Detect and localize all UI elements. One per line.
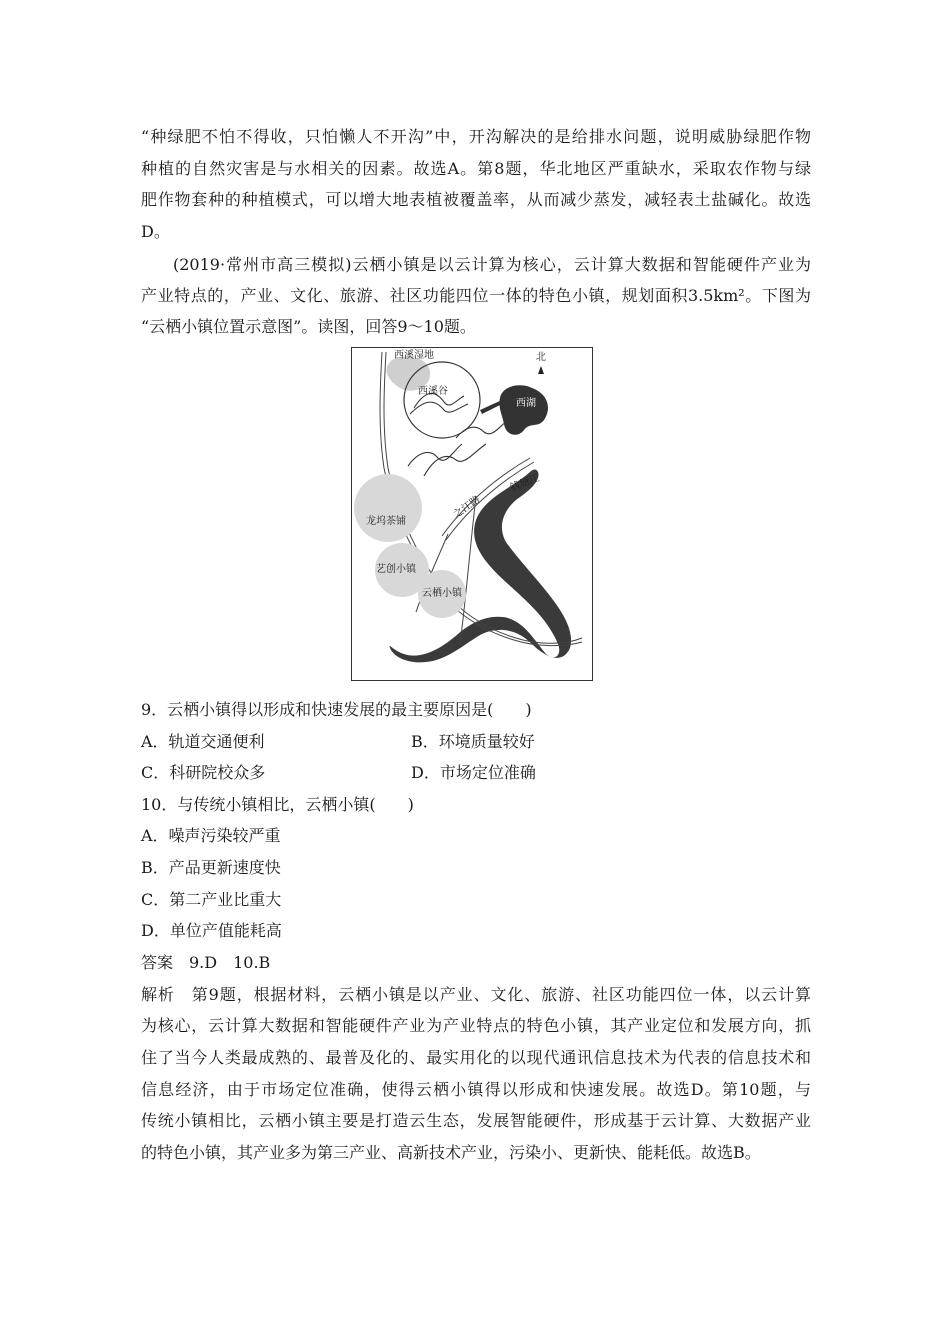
map-drawing [352, 348, 592, 680]
text-line: “种绿肥不怕不得收，只怕懒人不开沟”中，开沟解决的是给排水问题，说明威胁绿肥作物 [141, 127, 811, 146]
text-line: 传统小镇相比，云栖小镇主要是打造云生态，发展智能硬件，形成基于云计算、大数据产业 [141, 1111, 811, 1130]
label-longwu-tea: 龙坞茶铺 [366, 516, 406, 527]
ridge-line [410, 402, 468, 414]
label-qiantang-river: 钱塘江 [509, 473, 541, 494]
text-line: 解析 第9题，根据材料，云栖小镇是以产业、文化、旅游、社区功能四位一体，以云计算 [141, 985, 811, 1004]
question-stem: 10．与传统小镇相比，云栖小镇( ) [141, 795, 414, 814]
label-xixi-wetland: 西溪湿地 [394, 350, 434, 361]
ridge-line [408, 444, 462, 466]
text-line: 信息经济，由于市场定位准确，使得云栖小镇得以形成和快速发展。故选D。第10题，与 [141, 1080, 811, 1099]
option-d: D．市场定位准确 [411, 763, 536, 782]
west-lake-area [499, 385, 548, 435]
yunqi-location-map [351, 347, 593, 681]
text-line: “云栖小镇位置示意图”。读图，回答9～10题。 [141, 317, 476, 336]
longwu-tea-circle [354, 474, 422, 542]
question-stem: 9．云栖小镇得以形成和快速发展的最主要原因是( ) [141, 700, 532, 719]
label-north: 北 [536, 352, 546, 363]
text-line: 种植的自然灾害是与水相关的因素。故选A。第8题，华北地区严重缺水，采取农作物与绿 [141, 159, 811, 178]
text-line: 的特色小镇，其产业多为第三产业、高新技术产业，污染小、更新快、能耗低。故选B。 [141, 1143, 761, 1162]
text-line: 为核心，云计算大数据和智能硬件产业为产业特点的特色小镇，其产业定位和发展方向，抓 [141, 1016, 811, 1035]
label-yunqi-town: 云栖小镇 [422, 588, 462, 599]
label-zhijiang-road: 之江路 [451, 494, 483, 521]
west-lake-channel [480, 400, 502, 414]
option-c: C．第二产业比重大 [141, 890, 282, 909]
north-arrow-icon [538, 366, 544, 374]
option-a: A．噪声污染较严重 [141, 826, 281, 845]
option-b: B．产品更新速度快 [141, 858, 281, 877]
text-line: 住了当今人类最成熟的、最普及化的、最实用化的以现代通讯信息技术为代表的信息技术和 [141, 1048, 811, 1067]
ridge-line [456, 420, 508, 438]
text-line: D。 [141, 222, 170, 241]
text-line: 肥作物套种的种植模式，可以增大地表植被覆盖率，从而减少蒸发，减轻表土盐碱化。故选 [141, 190, 811, 209]
option-a: A．轨道交通便利 [141, 732, 265, 751]
label-yichuang-town: 艺创小镇 [376, 564, 416, 575]
label-west-lake: 西湖 [516, 398, 536, 409]
text-line: 产业特点的，产业、文化、旅游、社区功能四位一体的特色小镇，规划面积3.5km²。下图为 [141, 286, 811, 305]
option-b: B．环境质量较好 [411, 732, 535, 751]
label-xixi-valley: 西溪谷 [418, 386, 448, 397]
option-c: C．科研院校众多 [141, 763, 266, 782]
text-line: (2019·常州市高三模拟)云栖小镇是以云计算为核心，云计算大数据和智能硬件产业为 [173, 255, 811, 274]
ridge-line [424, 444, 486, 476]
option-d: D．单位产值能耗高 [141, 921, 282, 940]
answer-line: 答案 9.D 10.B [141, 953, 271, 972]
